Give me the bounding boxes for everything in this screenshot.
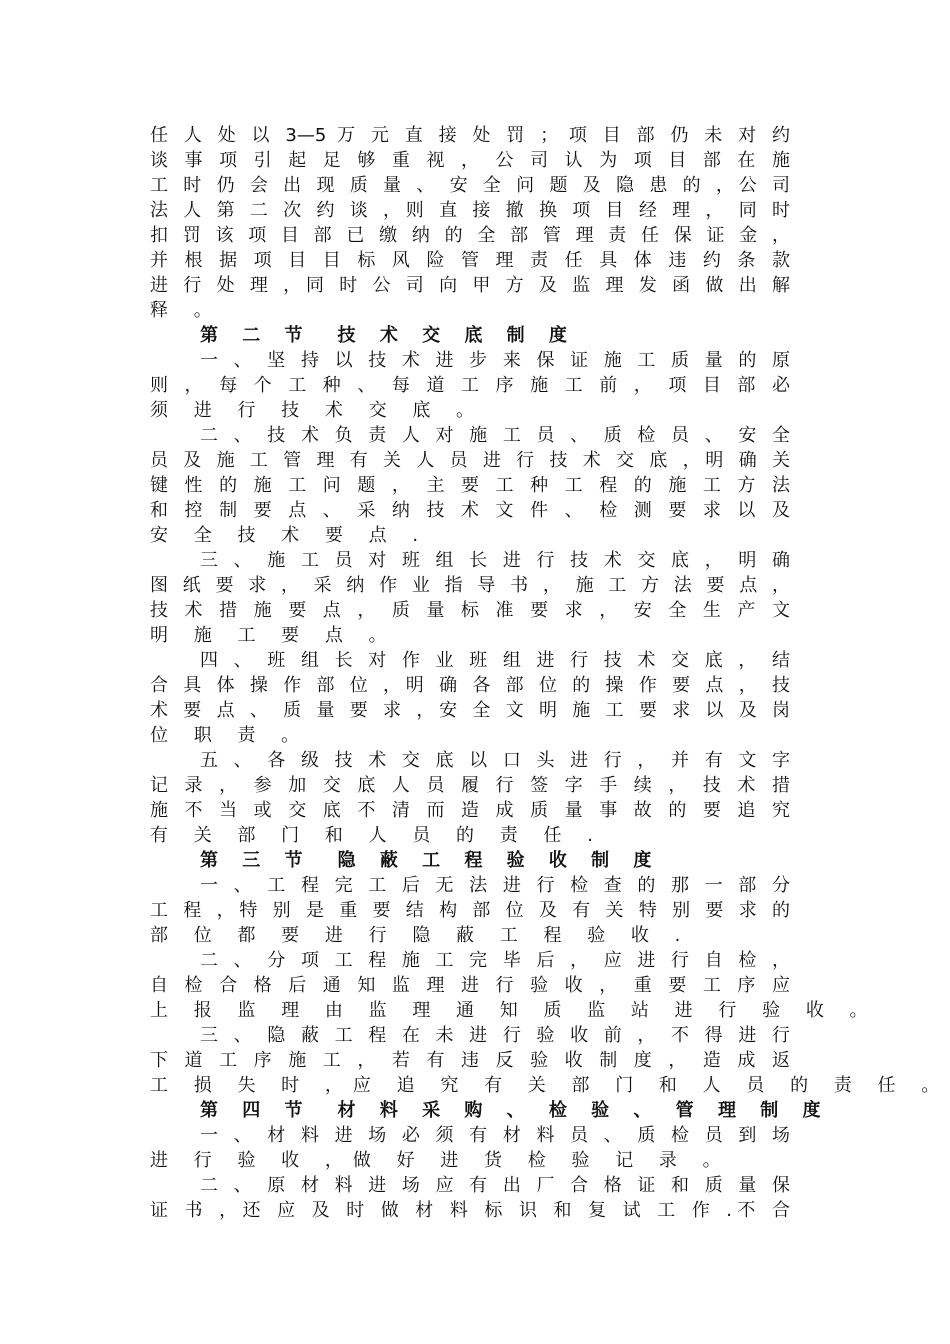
paragraph [150,873,790,948]
text-line: 安 全 技 术 要 点 . [150,525,429,546]
section-heading [150,323,790,348]
text-line: 工 损 失 时 ，应 追 究 有 关 部 门 和 人 员 的 责 任 。 [150,1075,950,1096]
text-line: 下 道 工 序 施 工 ， 若 有 违 反 验 收 制 度 ， 造 成 返 [150,1050,790,1071]
text-line: 一 、 坚 持 以 技 术 进 步 来 保 证 施 工 质 量 的 原 [200,350,790,371]
section-heading [150,848,790,873]
continuation-paragraph [150,123,790,323]
text-line: 扣 罚 该 项 目 部 已 缴 纳 的 全 部 管 理 责 任 保 证 金 ， [150,225,790,246]
text-line: 三 、 施 工 员 对 班 组 长 进 行 技 术 交 底 ， 明 确 [200,550,790,571]
section-number: 第 二 节 [200,325,312,346]
text-line: 五 、 各 级 技 术 交 底 以 口 头 进 行 ， 并 有 文 字 [200,750,790,771]
text-line: 记 录 ， 参 加 交 底 人 员 履 行 签 字 手 续 ， 技 术 措 [150,775,790,796]
text-line: 施 不 当 或 交 底 不 清 而 造 成 质 量 事 故 的 要 追 究 [150,800,790,821]
paragraph [150,648,790,748]
text-line: 图 纸 要 求 ， 采 纳 作 业 指 导 书 ， 施 工 方 法 要 点 ， [150,575,790,596]
section-number: 第 三 节 [200,850,312,871]
text-line: 须 进 行 技 术 交 底 。 [150,400,485,421]
document-page [150,123,950,1223]
text-line: 二 、 分 项 工 程 施 工 完 毕 后 ， 应 进 行 自 检 ， [200,950,790,971]
text-line: 技 术 措 施 要 点 ， 质 量 标 准 要 求 ， 安 全 生 产 文 [150,600,790,621]
text-line: 并 根 据 项 目 目 标 风 险 管 理 责 任 具 体 违 约 条 款 [150,250,790,271]
text-line: 二 、 原 材 料 进 场 应 有 出 厂 合 格 证 和 质 量 保 [200,1175,790,1196]
text-line: 任 人 处 以 3—5 万 元 直 接 处 罚 ； 项 目 部 仍 未 对 约 [150,125,790,146]
text-line: 释 。 [150,300,222,321]
paragraph [150,348,790,423]
text-line: 工 时 仍 会 出 现 质 量 、 安 全 问 题 及 隐 患 的 ，公 司 [150,175,790,196]
paragraph [150,548,790,648]
text-line: 上 报 监 理 由 监 理 通 知 质 监 站 进 行 验 收 。 [150,1000,878,1021]
paragraph [150,1023,950,1098]
text-line: 一 、 材 料 进 场 必 须 有 材 料 员 、 质 检 员 到 场 [200,1125,790,1146]
text-line: 则 ， 每 个 工 种 、 每 道 工 序 施 工 前 ， 项 目 部 必 [150,375,790,396]
text-line: 员 及 施 工 管 理 有 关 人 员 进 行 技 术 交 底 ，明 确 关 [150,450,790,471]
text-line: 和 控 制 要 点 、 采 纳 技 术 文 件 、 检 测 要 求 以 及 [150,500,790,521]
paragraph [150,423,790,548]
text-line: 二 、 技 术 负 责 人 对 施 工 员 、 质 检 员 、 安 全 [200,425,790,446]
text-line: 进 行 验 收 ，做 好 进 货 检 验 记 录 。 [150,1150,731,1171]
text-line: 键 性 的 施 工 问 题 ， 主 要 工 种 工 程 的 施 工 方 法 [150,475,790,496]
section-heading [150,1098,830,1123]
text-line: 进 行 处 理 ，同 时 公 司 向 甲 方 及 监 理 发 函 做 出 解 [150,275,790,296]
text-line: 术 要 点 、 质 量 要 求 ，安 全 文 明 施 工 要 求 以 及 岗 [150,700,790,721]
text-line: 有 关 部 门 和 人 员 的 责 任 . [150,825,603,846]
text-line: 工 程 ，特 别 是 重 要 结 构 部 位 及 有 关 特 别 要 求 的 [150,900,790,921]
section-title: 技 术 交 底 制 度 [337,325,576,346]
section-number: 第 四 节 [200,1100,312,1121]
text-line: 部 位 都 要 进 行 隐 蔽 工 程 验 收 . [150,925,691,946]
text-line: 法 人 第 二 次 约 谈 ，则 直 接 撤 换 项 目 经 理 ， 同 时 [150,200,790,221]
text-line: 自 检 合 格 后 通 知 监 理 进 行 验 收 ， 重 要 工 序 应 [150,975,790,996]
text-line: 明 施 工 要 点 。 [150,625,397,646]
text-line: 四 、 班 组 长 对 作 业 班 组 进 行 技 术 交 底 ， 结 [200,650,790,671]
text-line: 合 具 体 操 作 部 位 ，明 确 各 部 位 的 操 作 要 点 ， 技 [150,675,790,696]
text-line: 位 职 责 。 [150,725,310,746]
text-line: 一 、 工 程 完 工 后 无 法 进 行 检 查 的 那 一 部 分 [200,875,790,896]
text-line: 谈 事 项 引 起 足 够 重 视 ， 公 司 认 为 项 目 部 在 施 [150,150,790,171]
text-line: 证 书 ，还 应 及 时 做 材 料 标 识 和 复 试 工 作 .不 合 [150,1200,790,1221]
paragraph [150,1123,790,1173]
paragraph [150,748,790,848]
text-line: 三 、 隐 蔽 工 程 在 未 进 行 验 收 前 ， 不 得 进 行 [200,1025,790,1046]
section-title: 隐 蔽 工 程 验 收 制 度 [337,850,661,871]
paragraph [150,948,878,1023]
paragraph [150,1173,790,1223]
section-title: 材 料 采 购 、 检 验 、 管 理 制 度 [337,1100,830,1121]
